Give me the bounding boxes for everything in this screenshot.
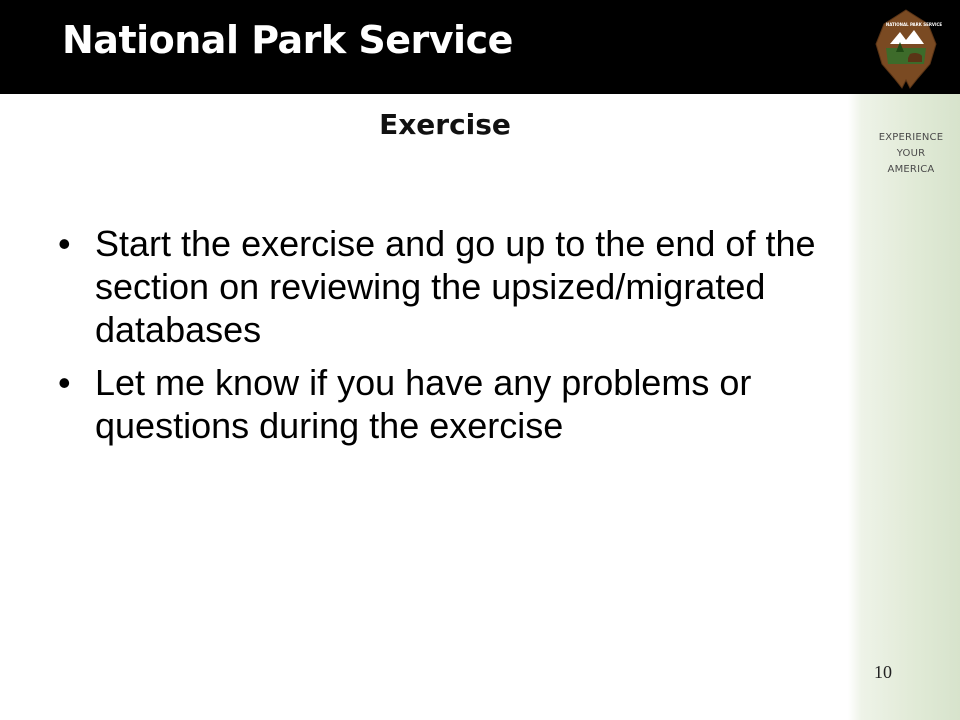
slide-title: Exercise: [379, 108, 511, 141]
sidebar-panel: [848, 94, 960, 720]
tagline-line: EXPERIENCE: [878, 132, 944, 143]
bullet-list: [58, 222, 848, 457]
header-title: National Park Service: [62, 18, 513, 62]
bullet-text: Start the exercise and go up to the end of the section on reviewing the upsized/migrated databases: [95, 223, 816, 350]
bullet-dot: •: [58, 362, 71, 403]
logo-text: NATIONAL PARK SERVICE: [885, 22, 942, 27]
page-number: 10: [874, 662, 892, 682]
bullet-text: Let me know if you have any problems or questions during the exercise: [95, 362, 752, 446]
bullet-dot: •: [58, 223, 71, 264]
bullet-item: [58, 361, 848, 447]
bullet-item: [58, 222, 848, 351]
tagline-line: AMERICA: [887, 164, 935, 175]
header-bar: [0, 0, 960, 94]
arrowhead-logo-icon: [870, 8, 942, 90]
tagline-line: YOUR: [896, 148, 926, 159]
